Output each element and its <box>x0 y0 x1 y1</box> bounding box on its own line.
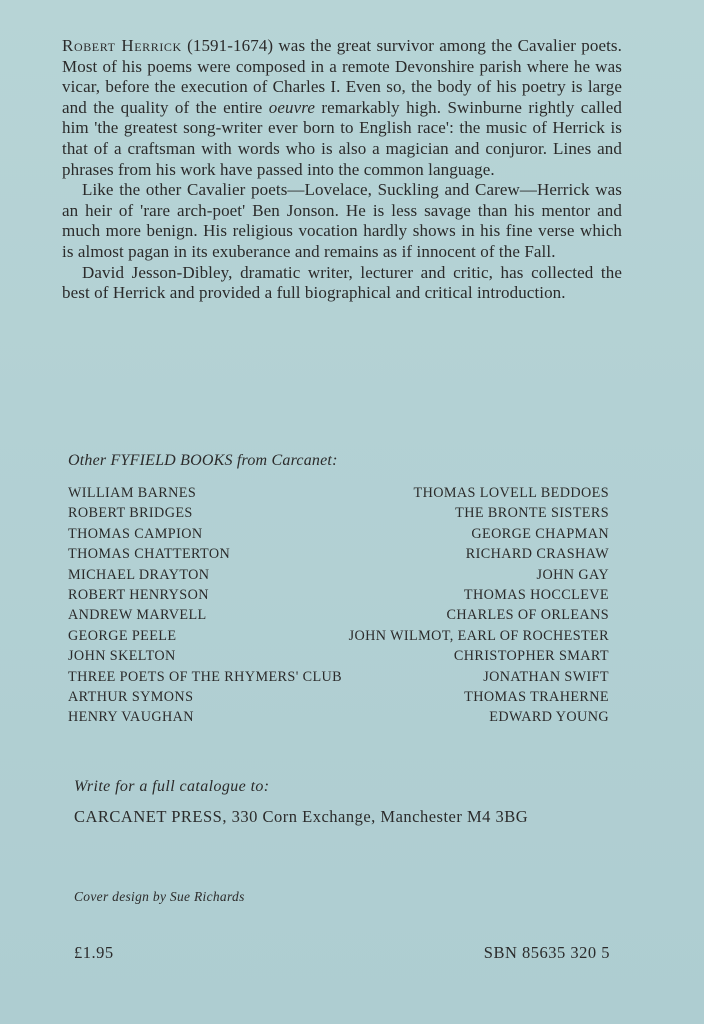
author-right: THOMAS TRAHERNE <box>464 688 609 705</box>
author-left: WILLIAM BARNES <box>68 485 197 501</box>
author-right: THOMAS LOVELL BEDDOES <box>413 485 609 501</box>
author-row <box>68 646 609 666</box>
author-row <box>68 585 609 605</box>
author-row <box>68 524 609 544</box>
author-right: JOHN WILMOT, EARL OF ROCHESTER <box>348 627 609 644</box>
blurb-paragraph-3: David Jesson-Dibley, dramatic writer, lecturer and critic, has collected the best of Herrick and provided a full biographical and critical introduction. <box>62 262 622 303</box>
author-name: Robert Herrick <box>62 36 182 55</box>
price: £1.95 <box>74 943 114 962</box>
blurb-paragraph-1 <box>62 36 622 180</box>
author-row <box>68 667 609 687</box>
author-row <box>68 544 609 564</box>
author-right: THE BRONTE SISTERS <box>455 505 609 522</box>
other-books-list <box>68 483 609 728</box>
cover-design-credit: Cover design by Sue Richards <box>74 889 245 904</box>
author-row <box>68 565 609 585</box>
author-left: THREE POETS OF THE RHYMERS' CLUB <box>68 668 343 685</box>
publisher-address: CARCANET PRESS, 330 Corn Exchange, Manchester M4 3BG <box>74 807 529 826</box>
blurb <box>62 36 622 304</box>
author-left: JOHN SKELTON <box>68 648 176 665</box>
author-row <box>68 687 609 707</box>
author-left: MICHAEL DRAYTON <box>68 566 210 583</box>
author-right: GEORGE CHAPMAN <box>471 525 609 542</box>
author-left: ROBERT HENRYSON <box>68 586 209 603</box>
author-right: CHRISTOPHER SMART <box>453 648 609 665</box>
author-row <box>68 707 609 727</box>
author-row <box>68 503 609 523</box>
blurb-paragraph-2: Like the other Cavalier poets—Lovelace, Suckling and Carew—Herrick was an heir of 'rare arch-poet' Ben Jonson. He is less savage than his mentor and much more benign. His religious vocation hardly shows in his fine verse which is almost pagan in its exuberance and remains as if innocent of the Fall. <box>62 180 622 261</box>
sbn-number: SBN 85635 320 5 <box>483 943 610 962</box>
author-row <box>68 626 609 646</box>
author-right: JOHN GAY <box>536 566 609 583</box>
author-left: GEORGE PEELE <box>68 627 177 644</box>
author-right: JONATHAN SWIFT <box>483 668 609 685</box>
other-books-heading: Other FYFIELD BOOKS from Carcanet: <box>68 452 338 469</box>
author-right: EDWARD YOUNG <box>489 709 609 726</box>
author-left: HENRY VAUGHAN <box>68 709 194 726</box>
catalogue-heading: Write for a full catalogue to: <box>74 778 270 795</box>
blurb-p1-text-b: remarkably high. Swinburne rightly called him 'the greatest song-writer ever born to English race': the music of Herrick is that of a craftsman with words who is also a magician and conjuror. Lines and phrases from his work have passed into the common language. <box>62 97 622 179</box>
author-left: THOMAS CHATTERTON <box>68 546 231 563</box>
blurb-p1-text-a: (1591-1674) was the great survivor among the Cavalier poets. Most of his poems were composed in a remote Devonshire parish where he was vicar, before the execution of Charles I. Even so, the body of his poetry is large and the quality of the entire <box>62 36 622 117</box>
author-row <box>68 605 609 625</box>
author-row <box>68 483 609 503</box>
author-right: RICHARD CRASHAW <box>465 546 609 563</box>
author-right: THOMAS HOCCLEVE <box>463 586 609 603</box>
author-left: ANDREW MARVELL <box>68 607 207 624</box>
oeuvre-italic: oeuvre <box>268 97 315 117</box>
author-left: ROBERT BRIDGES <box>68 505 193 522</box>
author-left: THOMAS CAMPION <box>68 525 203 542</box>
author-left: ARTHUR SYMONS <box>68 688 194 705</box>
author-right: CHARLES OF ORLEANS <box>446 607 609 624</box>
